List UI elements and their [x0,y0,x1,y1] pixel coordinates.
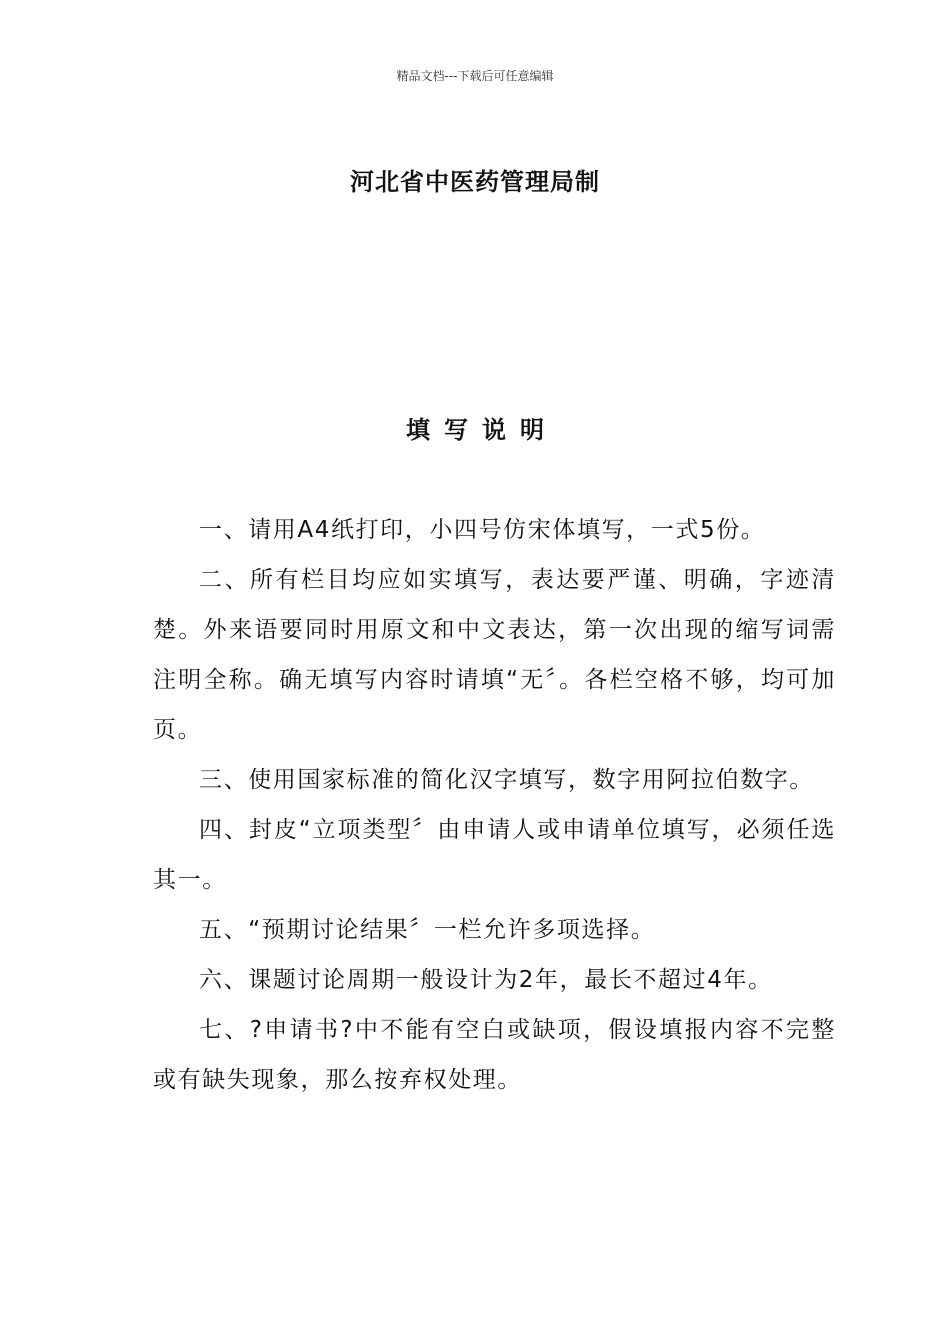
instruction-item-7: 七、?申请书?中不能有空白或缺项，假设填报内容不完整或有缺失现象，那么按弃权处理。 [153,1017,836,1093]
instruction-item-3: 三、使用国家标准的简化汉字填写，数字用阿拉伯数字。 [199,767,814,793]
instruction-item-2: 二、所有栏目均应如实填写，表达要严谨、明确，字迹清楚。外来语要同时用原文和中文表达，第一次出现的缩写词需注明全称。确无填写内容时请填“无〞。各栏空格不够，均可加页。 [153,567,836,743]
section-title: 填写说明 [406,416,558,444]
header-note: 精品文档---下载后可任意编辑 [396,69,554,83]
instruction-item-5: 五、“预期讨论结果〞一栏允许多项选择。 [199,917,656,943]
instruction-item-1: 一、请用A4纸打印，小四号仿宋体填写，一式5份。 [199,517,766,543]
instruction-item-4: 四、封皮“立项类型〞由申请人或申请单位填写，必须任选其一。 [153,817,836,893]
instructions-list [153,505,836,1105]
organization-title: 河北省中医药管理局制 [350,168,600,196]
instruction-item-6: 六、课题讨论周期一般设计为2年，最长不超过4年。 [199,967,773,993]
